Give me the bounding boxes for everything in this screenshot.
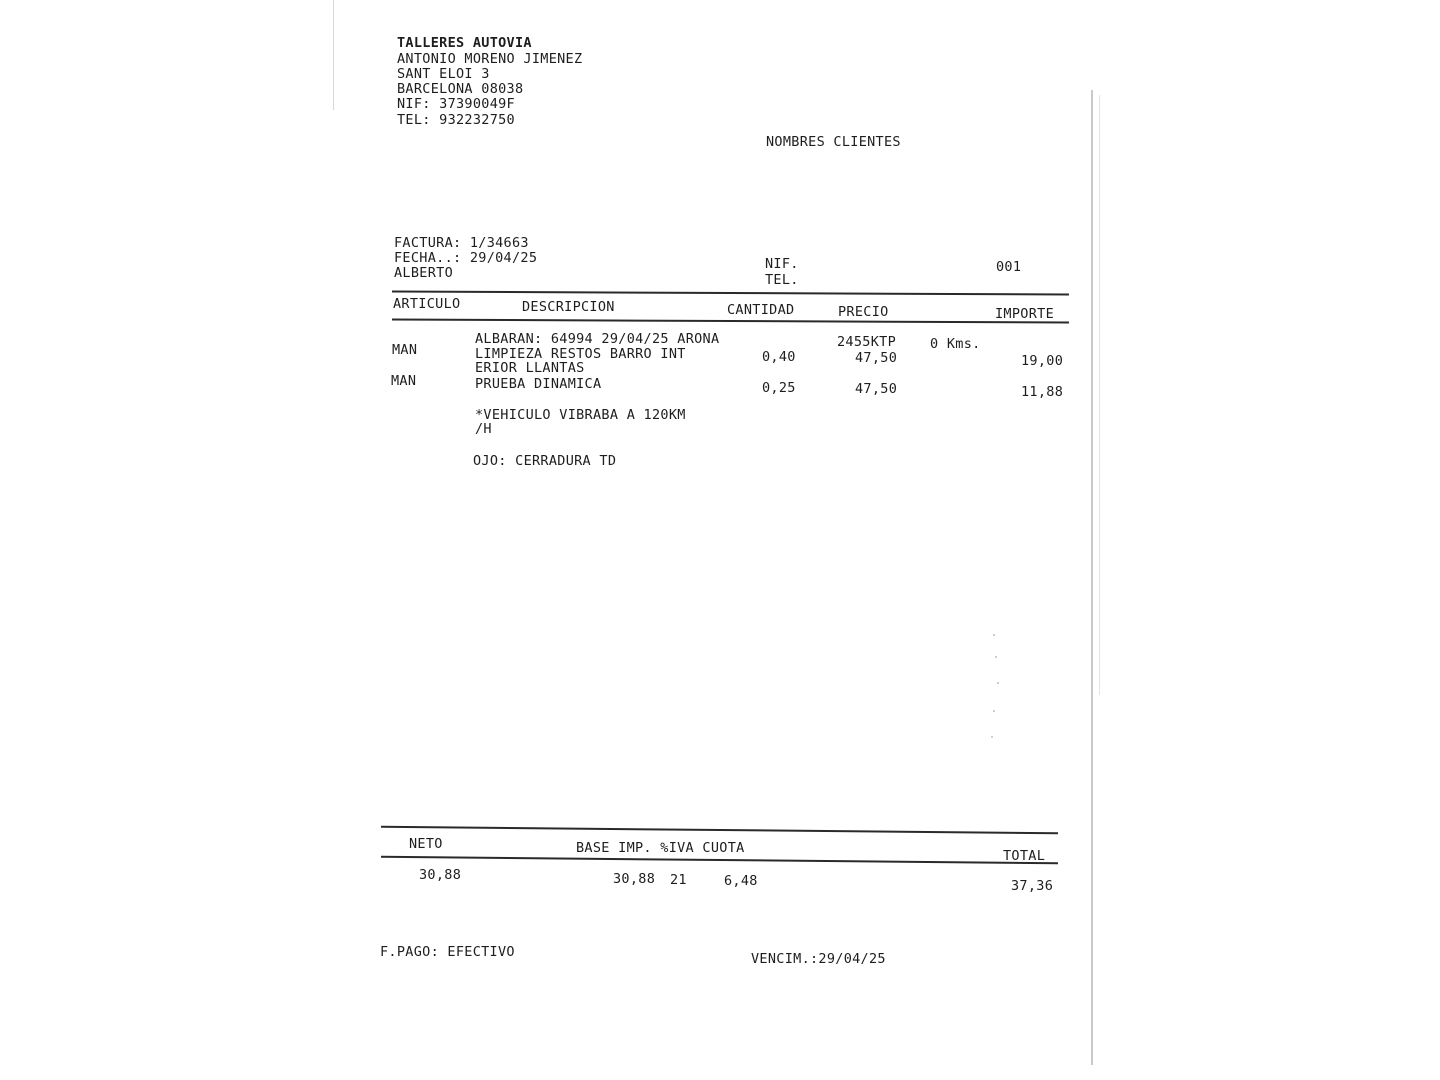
total-value: 37,36 (1011, 878, 1054, 894)
albaran-line: ALBARAN: 64994 29/04/25 ARONA (475, 331, 720, 347)
header-importe: IMPORTE (995, 306, 1054, 322)
vehicle-plate: 2455KTP (837, 334, 896, 350)
scan-speck (993, 634, 995, 636)
iva-value: 21 (670, 872, 687, 888)
issuer-tel: TEL: 932232750 (397, 112, 515, 128)
issuer-nif: NIF: 37390049F (397, 96, 515, 112)
note-line-2: /H (475, 421, 492, 437)
table-header-rule (392, 319, 1069, 324)
cuota-value: 6,48 (724, 873, 758, 889)
scan-edge-left (333, 0, 334, 110)
vehicle-kms: 0 Kms. (930, 336, 981, 352)
scan-edge-right-faint (1099, 95, 1100, 695)
base-value: 30,88 (613, 871, 656, 887)
scan-edge-right (1091, 90, 1093, 1065)
issuer-city: BARCELONA 08038 (397, 81, 524, 97)
neto-label: NETO (409, 836, 443, 852)
row-precio: 47,50 (855, 381, 898, 397)
header-articulo: ARTICULO (393, 296, 461, 312)
row-importe: 11,88 (1021, 384, 1064, 400)
row-descripcion: LIMPIEZA RESTOS BARRO INT (475, 346, 686, 362)
client-tel-label: TEL. (765, 272, 799, 288)
table-top-rule (392, 291, 1069, 296)
invoice-attendant: ALBERTO (394, 265, 453, 281)
row-cantidad: 0,25 (762, 380, 796, 396)
due-date: VENCIM.:29/04/25 (751, 951, 886, 967)
client-code: 001 (996, 259, 1022, 275)
header-precio: PRECIO (838, 304, 889, 320)
neto-value: 30,88 (419, 867, 462, 883)
invoice-date: FECHA..: 29/04/25 (394, 250, 538, 266)
scan-speck (993, 710, 995, 712)
row-precio: 47,50 (855, 350, 898, 366)
header-cantidad: CANTIDAD (727, 302, 795, 318)
total-label: TOTAL (1003, 848, 1046, 864)
issuer-name: TALLERES AUTOVIA (397, 35, 532, 51)
issuer-address: SANT ELOI 3 (397, 66, 490, 82)
note-line-3: OJO: CERRADURA TD (473, 453, 617, 469)
totals-top-rule (381, 826, 1058, 834)
client-nif-label: NIF. (765, 256, 799, 272)
row-cantidad: 0,40 (762, 349, 796, 365)
note-line-1: *VEHICULO VIBRABA A 120KM (475, 407, 686, 423)
scan-speck (997, 682, 999, 684)
invoice-number: FACTURA: 1/34663 (394, 235, 529, 251)
scan-speck (991, 736, 993, 738)
base-iva-cuota-label: BASE IMP. %IVA CUOTA (576, 840, 745, 856)
row-articulo: MAN (391, 373, 417, 389)
row-articulo: MAN (392, 342, 418, 358)
header-descripcion: DESCRIPCION (522, 299, 615, 315)
row-importe: 19,00 (1021, 353, 1064, 369)
scan-speck (995, 656, 997, 658)
totals-header-rule (381, 856, 1058, 864)
row-descripcion-cont: ERIOR LLANTAS (475, 360, 585, 376)
payment-method: F.PAGO: EFECTIVO (380, 944, 515, 960)
issuer-owner: ANTONIO MORENO JIMENEZ (397, 51, 583, 67)
row-descripcion: PRUEBA DINAMICA (475, 376, 602, 392)
client-title: NOMBRES CLIENTES (766, 134, 901, 150)
